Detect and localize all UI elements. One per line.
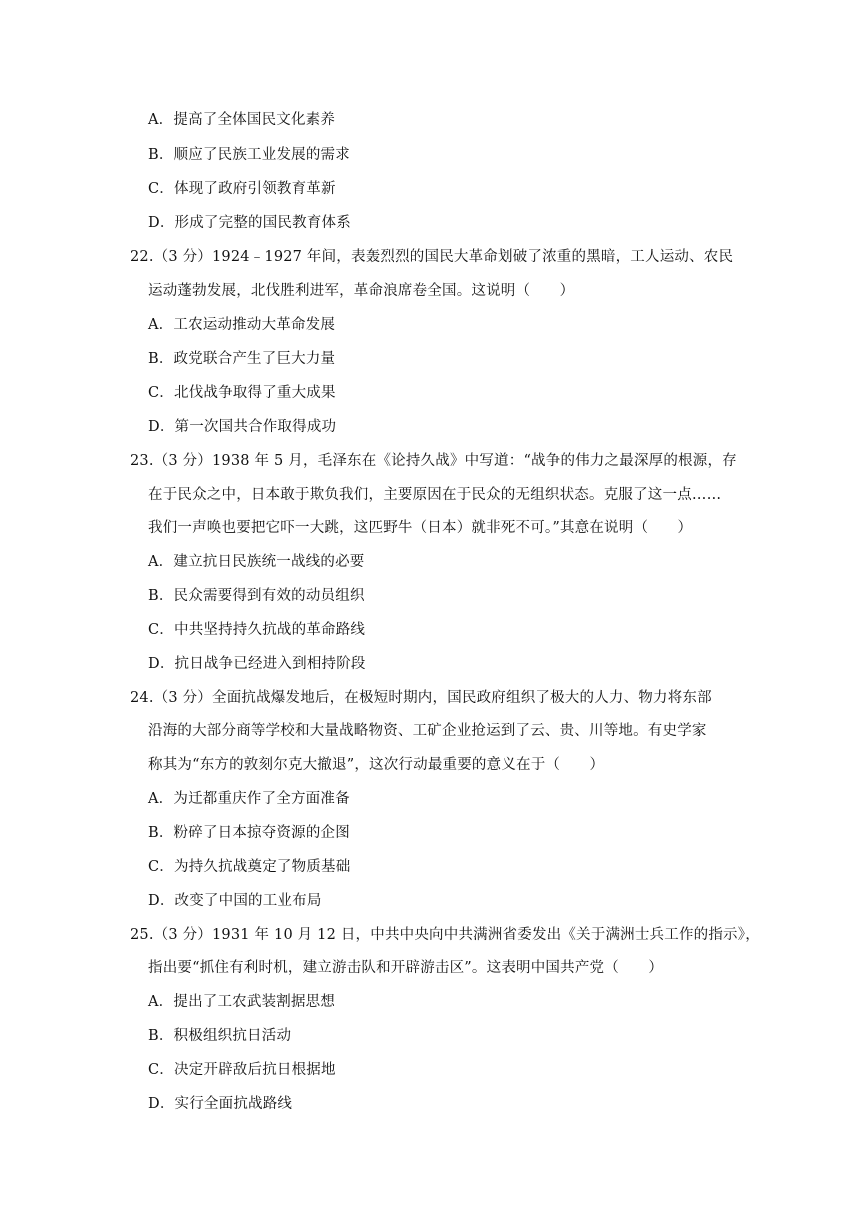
q23-option-c: C．中共坚持持久抗战的革命路线: [148, 622, 366, 638]
q24-option-b: B．粉碎了日本掠夺资源的企图: [148, 825, 350, 841]
q21-option-c: C．体现了政府引领教育革新: [148, 181, 336, 197]
q22-stem-line1: 22.（3 分）1924﹣1927 年间，表轰烈烈的国民大革命划破了浓重的黑暗，工人运动、农民: [130, 249, 734, 265]
q23-stem-line3: 我们一声唤也要把它吓一大跳，这匹野牛（日本）就非死不可。”其意在说明（ ）: [148, 520, 693, 536]
q23-stem-line2: 在于民众之中，日本敢于欺负我们，主要原因在于民众的无组织状态。克服了这一点……: [148, 487, 722, 503]
q23-stem-line1: 23.（3 分）1938 年 5 月，毛泽东在《论持久战》中写道：“战争的伟力之最深厚的根源，存: [130, 453, 737, 469]
q21-option-a: A．提高了全体国民文化素养: [148, 112, 336, 128]
q23-option-b: B．民众需要得到有效的动员组织: [148, 588, 365, 604]
q21-option-b: B．顺应了民族工业发展的需求: [148, 147, 350, 163]
q25-stem-line1: 25.（3 分）1931 年 10 月 12 日，中共中央向中共满洲省委发出《关于满洲士兵工作的指示》，: [130, 927, 760, 943]
q22-stem-line2: 运动蓬勃发展，北伐胜利进军，革命浪席卷全国。这说明（ ）: [148, 283, 575, 299]
q23-option-d: D．抗日战争已经进入到相持阶段: [148, 656, 366, 672]
q24-option-c: C．为持久抗战奠定了物质基础: [148, 859, 351, 875]
q25-stem-line2: 指出要“抓住有利时机，建立游击队和开辟游击区”。这表明中国共产党（ ）: [148, 960, 664, 976]
q23-option-a: A．建立抗日民族统一战线的必要: [148, 554, 365, 570]
q25-option-b: B．积极组织抗日活动: [148, 1028, 292, 1044]
q22-option-d: D．第一次国共合作取得成功: [148, 419, 337, 435]
q24-stem-line3: 称其为“东方的敦刻尔克大撤退”，这次行动最重要的意义在于（ ）: [148, 757, 605, 773]
q24-option-a: A．为迁都重庆作了全方面准备: [148, 791, 350, 807]
q24-stem-line2: 沿海的大部分商等学校和大量战略物资、工矿企业抢运到了云、贵、川等地。有史学家: [148, 723, 707, 739]
q25-option-c: C．决定开辟敌后抗日根据地: [148, 1062, 336, 1078]
q22-option-b: B．政党联合产生了巨大力量: [148, 351, 336, 367]
q22-option-c: C．北伐战争取得了重大成果: [148, 385, 336, 401]
q24-option-d: D．改变了中国的工业布局: [148, 893, 322, 909]
q24-stem-line1: 24.（3 分）全面抗战爆发地后，在极短时期内，国民政府组织了极大的人力、物力将东部: [130, 690, 712, 706]
q22-option-a: A．工农运动推动大革命发展: [148, 317, 336, 333]
q25-option-a: A．提出了工农武装割据思想: [148, 994, 336, 1010]
q25-option-d: D．实行全面抗战路线: [148, 1096, 293, 1112]
q21-option-d: D．形成了完整的国民教育体系: [148, 215, 351, 231]
